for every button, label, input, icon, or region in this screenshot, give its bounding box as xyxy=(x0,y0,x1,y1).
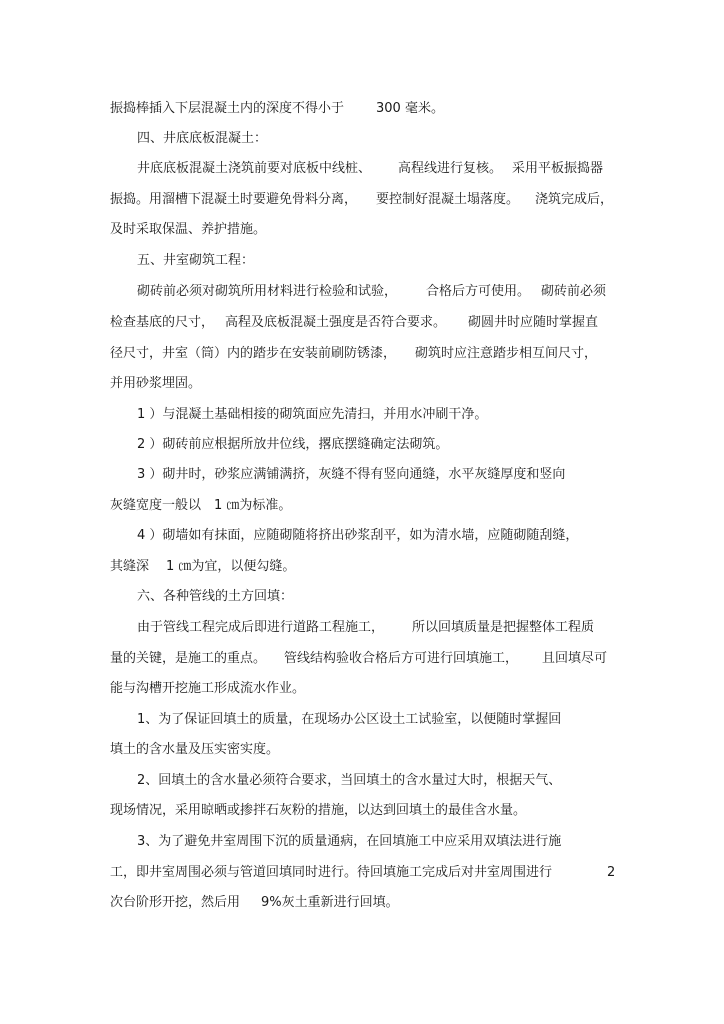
list-item xyxy=(0,830,724,854)
text-segment: 浇筑完成后， xyxy=(535,192,614,207)
list-item xyxy=(0,433,724,457)
text-line xyxy=(0,372,724,396)
text-line xyxy=(0,861,724,885)
text-line xyxy=(0,891,724,915)
text-line xyxy=(0,311,724,335)
text-segment: 3、为了避免井室周围下沉的质量通病，在回填施工中应采用双填法进行施 xyxy=(137,834,562,849)
list-item xyxy=(0,403,724,427)
list-item xyxy=(0,524,724,548)
text-line xyxy=(0,157,724,181)
text-line xyxy=(0,280,724,304)
text-segment: 所以回填质量是把握整体工程质 xyxy=(412,620,595,635)
text-line xyxy=(0,799,724,823)
text-line xyxy=(0,555,724,579)
text-segment: 由于管线工程完成后即进行道路工程施工， xyxy=(137,620,385,635)
text-line xyxy=(0,188,724,212)
text-segment: 合格后方可使用。 xyxy=(426,284,531,299)
text-segment: 1 ㎝为标准。 xyxy=(214,498,292,513)
text-segment: 六、各种管线的土方回填： xyxy=(137,589,294,604)
text-segment: 2 xyxy=(607,865,616,880)
text-segment: 砌筑时应注意踏步相互间尺寸， xyxy=(415,346,598,361)
text-segment: 2 ）砌砖前应根据所放井位线，撂底摆缝确定法砌筑。 xyxy=(137,437,449,452)
text-segment: 振捣棒插入下层混凝土内的深度不得小于 xyxy=(110,101,345,116)
text-line xyxy=(0,218,724,242)
text-segment: 次台阶形开挖，然后用 xyxy=(110,895,241,910)
text-segment: 9%灰土重新进行回填。 xyxy=(261,895,399,910)
text-segment: 工，即井室周围必须与管道回填同时进行。待回填施工完成后对井室周围进行 xyxy=(110,865,553,880)
text-segment: 砌圆井时应随时掌握直 xyxy=(468,315,599,330)
text-segment: 灰缝宽度一般以 xyxy=(110,498,202,513)
text-segment: 砌砖前必须 xyxy=(541,284,607,299)
text-segment: 检查基底的尺寸， xyxy=(110,315,215,330)
text-line xyxy=(0,97,724,121)
text-segment: 量的关键，是施工的重点。 xyxy=(110,651,267,666)
text-segment: 能与沟槽开挖施工形成流水作业。 xyxy=(110,681,306,696)
list-item xyxy=(0,463,724,487)
text-segment: 及时采取保温、养护措施。 xyxy=(110,222,267,237)
text-segment: 要控制好混凝土塌落度。 xyxy=(376,192,520,207)
text-line xyxy=(0,616,724,640)
text-segment: 并用砂浆埋固。 xyxy=(110,376,202,391)
text-segment: 井底底板混凝土浇筑前要对底板中线桩、 xyxy=(137,161,372,176)
text-segment: 砌砖前必须对砌筑所用材料进行检验和试验， xyxy=(137,284,398,299)
text-segment: 300 毫米。 xyxy=(376,101,444,116)
list-item xyxy=(0,769,724,793)
text-segment: 现场情况，采用晾晒或掺拌石灰粉的措施，以达到回填土的最佳含水量。 xyxy=(110,803,527,818)
text-segment: 四、井底底板混凝土： xyxy=(137,131,268,146)
text-segment: 径尺寸，井室（筒）内的踏步在安装前刷防锈漆， xyxy=(110,346,397,361)
list-item xyxy=(0,708,724,732)
text-line xyxy=(0,494,724,518)
text-segment: 五、井室砌筑工程： xyxy=(137,253,255,268)
text-segment: 填土的含水量及压实密实度。 xyxy=(110,742,280,757)
text-segment: 1 ）与混凝土基础相接的砌筑面应先清扫，并用水冲刷干净。 xyxy=(137,407,488,422)
text-segment: 3 ）砌井时，砂浆应满铺满挤，灰缝不得有竖向通缝，水平灰缝厚度和竖向 xyxy=(137,467,566,482)
text-segment: 1 ㎝为宜，以便勾缝。 xyxy=(166,559,296,574)
text-segment: 4 ）砌墙如有抹面，应随砌随将挤出砂浆刮平，如为清水墙，应随砌随刮缝， xyxy=(137,528,579,543)
text-line xyxy=(0,738,724,762)
section-heading xyxy=(0,127,724,151)
text-segment: 其缝深 xyxy=(110,559,150,574)
text-line xyxy=(0,342,724,366)
text-segment: 高程线进行复核。 xyxy=(398,161,503,176)
text-segment: 1、为了保证回填土的质量，在现场办公区设土工试验室，以便随时掌握回 xyxy=(137,712,562,727)
text-segment: 振捣。用溜槽下混凝土时要避免骨料分离， xyxy=(110,192,358,207)
text-segment: 采用平板振捣器 xyxy=(512,161,604,176)
text-line xyxy=(0,677,724,701)
section-heading xyxy=(0,585,724,609)
text-segment: 且回填尽可 xyxy=(542,651,608,666)
text-segment: 高程及底板混凝土强度是否符合要求。 xyxy=(225,315,447,330)
text-segment: 管线结构验收合格后方可进行回填施工， xyxy=(284,651,519,666)
text-segment: 2、回填土的含水量必须符合要求，当回填土的含水量过大时，根据天气、 xyxy=(137,773,562,788)
text-line xyxy=(0,647,724,671)
section-heading xyxy=(0,249,724,273)
